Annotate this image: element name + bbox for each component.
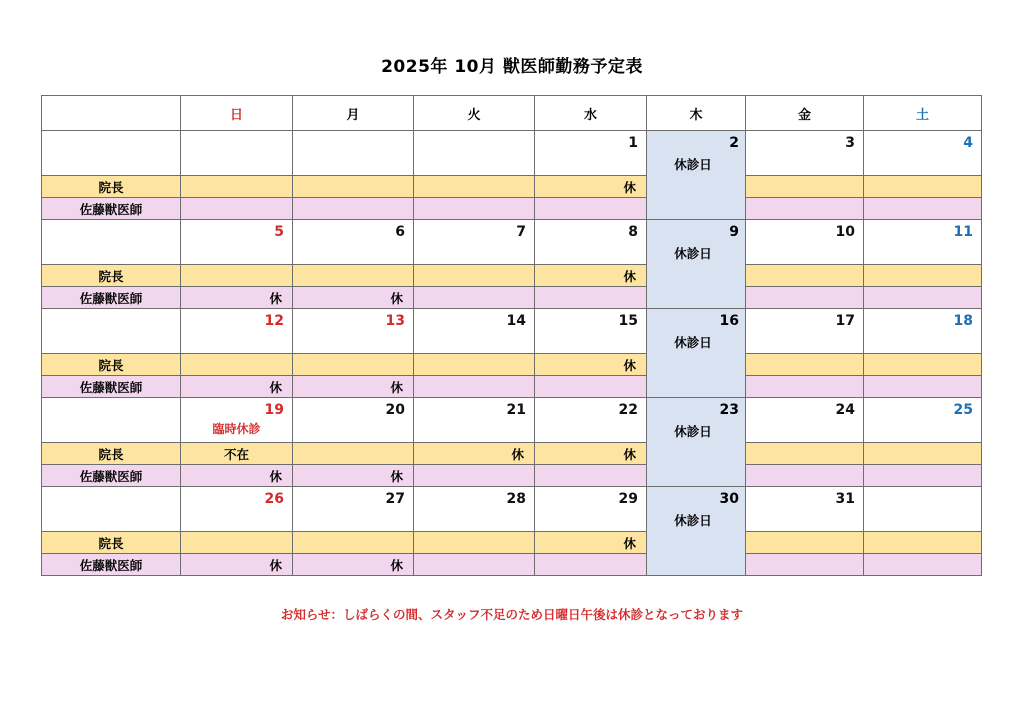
date-cell-wed: 29 [535, 487, 647, 532]
off-mark: 休 [293, 376, 414, 398]
director-label: 院長 [42, 354, 181, 376]
date-cell-tue: 21 [414, 398, 535, 443]
date-cell-sat: 11 [864, 220, 982, 265]
date-cell-wed: 15 [535, 309, 647, 354]
date-cell-thu-closed: 2 休診日 [647, 131, 746, 220]
date-cell-sun: 26 [181, 487, 293, 532]
closed-day-note: 休診日 [674, 513, 712, 528]
off-mark: 休 [535, 443, 647, 465]
sato-row [42, 465, 982, 487]
date-cell-mon [293, 131, 414, 176]
date-cell-mon: 6 [293, 220, 414, 265]
off-mark: 休 [535, 265, 647, 287]
date-cell-fri: 3 [746, 131, 864, 176]
off-mark: 休 [535, 176, 647, 198]
date-cell-tue [414, 131, 535, 176]
weekday-sat: 土 [864, 96, 982, 131]
weekday-thu: 木 [647, 96, 746, 131]
off-mark: 休 [293, 287, 414, 309]
date-cell-fri: 31 [746, 487, 864, 532]
date-cell-sat: 25 [864, 398, 982, 443]
closed-day-note: 休診日 [674, 424, 712, 439]
director-label: 院長 [42, 176, 181, 198]
sato-row [42, 287, 982, 309]
notice-text: お知らせ：しばらくの間、スタッフ不足のため日曜日午後は休診となっております [280, 607, 744, 622]
director-label: 院長 [42, 443, 181, 465]
label-cell [42, 220, 181, 265]
date-cell-sat: 18 [864, 309, 982, 354]
date-cell-sun: 19 臨時休診 [181, 398, 293, 443]
closed-day-note: 休診日 [674, 246, 712, 261]
date-cell-sun: 5 [181, 220, 293, 265]
label-cell [42, 309, 181, 354]
date-cell-thu-closed: 9 休診日 [647, 220, 746, 309]
off-mark: 休 [293, 554, 414, 576]
weekday-header-row [42, 96, 982, 131]
off-mark: 休 [181, 465, 293, 487]
weekday-fri: 金 [746, 96, 864, 131]
director-label: 院長 [42, 265, 181, 287]
off-mark: 休 [181, 287, 293, 309]
off-mark: 休 [535, 532, 647, 554]
off-mark: 休 [181, 554, 293, 576]
date-cell-sat: 4 [864, 131, 982, 176]
off-mark: 休 [414, 443, 535, 465]
date-row [42, 220, 982, 265]
director-row [42, 443, 982, 465]
director-row [42, 532, 982, 554]
label-cell [42, 131, 181, 176]
weekday-tue: 火 [414, 96, 535, 131]
director-row [42, 176, 982, 198]
label-cell [42, 398, 181, 443]
date-cell-wed: 1 [535, 131, 647, 176]
date-cell-tue: 28 [414, 487, 535, 532]
date-cell-fri: 24 [746, 398, 864, 443]
weekday-mon: 月 [293, 96, 414, 131]
sato-row [42, 198, 982, 220]
sato-label: 佐藤獣医師 [42, 287, 181, 309]
date-cell-fri: 10 [746, 220, 864, 265]
date-cell-wed: 22 [535, 398, 647, 443]
sato-row [42, 376, 982, 398]
off-mark: 休 [293, 465, 414, 487]
date-row [42, 487, 982, 532]
date-cell-thu-closed: 30 休診日 [647, 487, 746, 576]
date-cell-thu-closed: 16 休診日 [647, 309, 746, 398]
director-row [42, 265, 982, 287]
date-cell-wed: 8 [535, 220, 647, 265]
closed-day-note: 休診日 [674, 157, 712, 172]
date-cell-tue: 14 [414, 309, 535, 354]
absent-mark: 不在 [181, 443, 293, 465]
date-cell-tue: 7 [414, 220, 535, 265]
sato-label: 佐藤獣医師 [42, 198, 181, 220]
date-cell-sun [181, 131, 293, 176]
off-mark: 休 [181, 376, 293, 398]
date-row [42, 398, 982, 443]
label-cell [42, 487, 181, 532]
date-cell-mon-holiday: 13 [293, 309, 414, 354]
closed-day-note: 休診日 [674, 335, 712, 350]
schedule-table [41, 95, 982, 576]
date-cell-sun: 12 [181, 309, 293, 354]
weekday-sun: 日 [181, 96, 293, 131]
date-cell-mon: 27 [293, 487, 414, 532]
temp-closed-note: 臨時休診 [212, 422, 261, 436]
date-cell-thu-closed: 23 休診日 [647, 398, 746, 487]
off-mark: 休 [535, 354, 647, 376]
date-row [42, 309, 982, 354]
date-cell-fri: 17 [746, 309, 864, 354]
page-title: 2025年 10月 獣医師勤務予定表 [381, 57, 643, 77]
sato-label: 佐藤獣医師 [42, 554, 181, 576]
sato-label: 佐藤獣医師 [42, 465, 181, 487]
sato-row [42, 554, 982, 576]
sato-label: 佐藤獣医師 [42, 376, 181, 398]
director-row [42, 354, 982, 376]
director-label: 院長 [42, 532, 181, 554]
weekday-wed: 水 [535, 96, 647, 131]
date-cell-sat [864, 487, 982, 532]
corner-cell [42, 96, 181, 131]
date-row [42, 131, 982, 176]
date-cell-mon: 20 [293, 398, 414, 443]
